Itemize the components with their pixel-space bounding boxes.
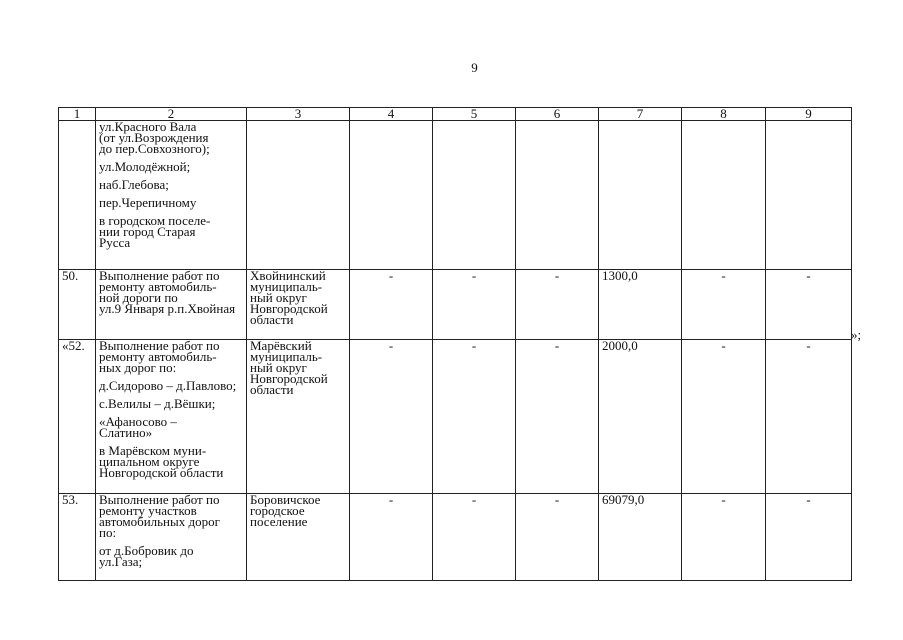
amount-cell-col7: 2000,0	[599, 340, 682, 494]
value-cell-col6: -	[516, 340, 599, 494]
closing-quote-mark: »;	[851, 327, 862, 342]
column-header: 2	[96, 108, 247, 121]
description-segment: в городском поселе- нии город Старая Русса	[99, 213, 211, 250]
row-number-cell: 50.	[59, 270, 96, 340]
column-header: 1	[59, 108, 96, 121]
description-segment: от д.Бобровик до ул.Газа;	[99, 543, 194, 569]
column-header: 8	[682, 108, 766, 121]
table-row	[59, 340, 852, 494]
value-cell-col4	[350, 121, 433, 270]
value-cell-col4: -	[350, 340, 433, 494]
value-cell-col4: -	[350, 494, 433, 581]
municipality-cell	[247, 121, 350, 270]
description-segment: ул.Красного Вала (от ул.Возрождения до пер.Совхозного);	[99, 119, 210, 156]
description-segment: Выполнение работ по ремонту автомобиль- ных дорог по:	[99, 338, 220, 375]
value-cell-col4: -	[350, 270, 433, 340]
value-cell-col9: -	[766, 340, 852, 494]
table-row	[59, 494, 852, 581]
description-segment: ул.Молодёжной;	[99, 159, 191, 174]
municipality-cell: Боровичское городское поселение	[247, 494, 350, 581]
value-cell-col6	[516, 121, 599, 270]
column-header: 6	[516, 108, 599, 121]
value-cell-col5: -	[433, 494, 516, 581]
amount-cell-col7	[599, 121, 682, 270]
description-segment: Выполнение работ по ремонту участков автомобильных дорог по:	[99, 492, 220, 540]
column-header: 5	[433, 108, 516, 121]
value-cell-col5: -	[433, 270, 516, 340]
municipality-cell: Хвойнинский муниципаль- ный округ Новгородской области	[247, 270, 350, 340]
row-number-cell: «52.	[59, 340, 96, 494]
work-description-cell	[96, 270, 247, 340]
value-cell-col9	[766, 121, 852, 270]
municipality-cell: Марёвский муниципаль- ный округ Новгородской области	[247, 340, 350, 494]
value-cell-col8: -	[682, 340, 766, 494]
value-cell-col9: -	[766, 270, 852, 340]
amount-cell-col7: 1300,0	[599, 270, 682, 340]
appendix-table	[58, 107, 852, 581]
description-segment: пер.Черепичному	[99, 195, 197, 210]
row-number-cell: 53.	[59, 494, 96, 581]
table-row-continuation	[59, 121, 852, 270]
value-cell-col6: -	[516, 494, 599, 581]
value-cell-col8: -	[682, 494, 766, 581]
description-segment: в Марёвском муни- ципальном округе Новгородской области	[99, 443, 224, 480]
column-header: 3	[247, 108, 350, 121]
work-description-cell	[96, 494, 247, 581]
row-number-cell	[59, 121, 96, 270]
column-header: 4	[350, 108, 433, 121]
value-cell-col8	[682, 121, 766, 270]
column-header: 7	[599, 108, 682, 121]
value-cell-col9: -	[766, 494, 852, 581]
description-segment: «Афаносово – Слатино»	[99, 414, 177, 440]
work-description-cell	[96, 121, 247, 270]
table-row	[59, 270, 852, 340]
description-segment: д.Сидорово – д.Павлово;	[99, 378, 237, 393]
work-description-cell	[96, 340, 247, 494]
description-segment: с.Велилы – д.Вёшки;	[99, 396, 216, 411]
value-cell-col6: -	[516, 270, 599, 340]
description-segment: наб.Глебова;	[99, 177, 169, 192]
description-segment: Выполнение работ по ремонту автомобиль- ной дороги по ул.9 Января р.п.Хвойная	[99, 268, 236, 316]
amount-cell-col7: 69079,0	[599, 494, 682, 581]
column-header: 9	[766, 108, 852, 121]
value-cell-col8: -	[682, 270, 766, 340]
value-cell-col5: -	[433, 340, 516, 494]
value-cell-col5	[433, 121, 516, 270]
page-number: 9	[471, 60, 478, 75]
